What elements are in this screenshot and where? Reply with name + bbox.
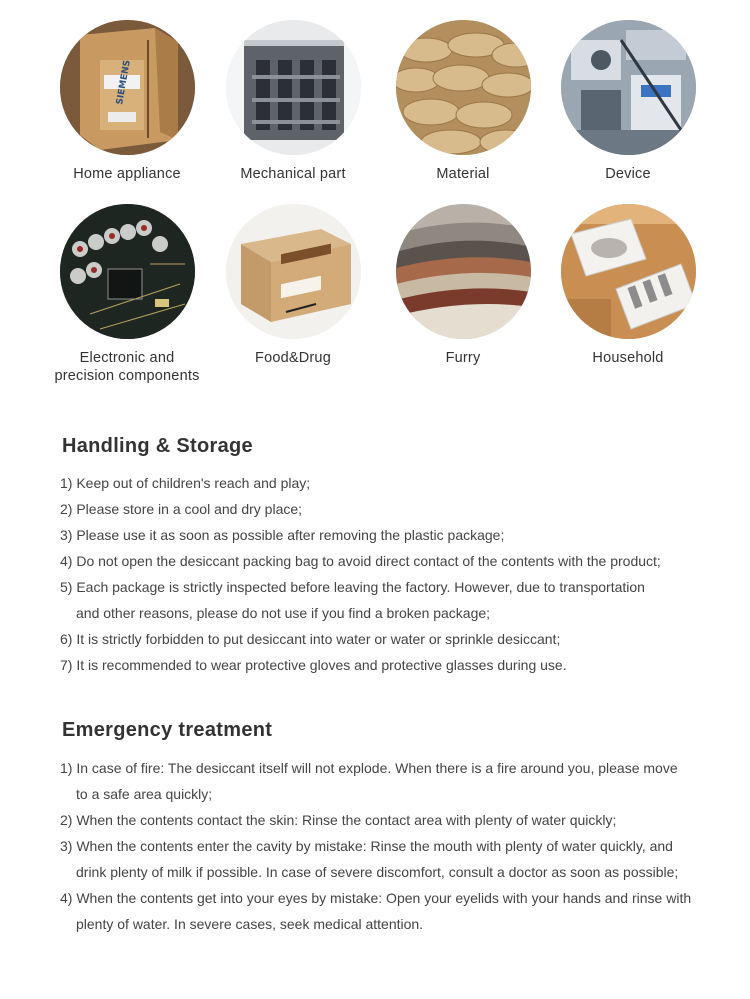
list-item-text: In case of fire: The desiccant itself will not explode. When there is a fire around you, please move bbox=[76, 760, 678, 776]
list-item-number: 5) bbox=[60, 579, 73, 595]
list-item-text: Keep out of children's reach and play; bbox=[76, 475, 311, 491]
list-item-text: Each package is strictly inspected before leaving the factory. However, due to transportation bbox=[76, 579, 645, 595]
app-mechanical-part bbox=[208, 20, 378, 183]
list-item-continuation: and other reasons, please do not use if you find a broken package; bbox=[76, 605, 491, 621]
list-item-text: Please use it as soon as possible after removing the plastic package; bbox=[76, 527, 505, 543]
list-item bbox=[60, 626, 720, 652]
emergency-list bbox=[60, 755, 720, 937]
list-item-continuation: to a safe area quickly; bbox=[76, 786, 213, 802]
list-item-text: When the contents contact the skin: Rinse the contact area with plenty of water quickly; bbox=[76, 812, 617, 828]
app-label: Device bbox=[605, 166, 651, 182]
app-label-line: precision components bbox=[54, 368, 200, 384]
app-electronic bbox=[42, 204, 212, 385]
list-item bbox=[60, 470, 720, 496]
list-item bbox=[60, 652, 720, 678]
leather-layers-image bbox=[396, 204, 531, 339]
list-item-number: 6) bbox=[60, 631, 73, 647]
list-item-text: When the contents get into your eyes by mistake: Open your eyelids with your hands and rinse with bbox=[76, 890, 692, 906]
list-item bbox=[60, 548, 720, 574]
list-item-text: It is strictly forbidden to put desiccant into water or water or sprinkle desiccant; bbox=[76, 631, 561, 647]
list-item-text: Do not open the desiccant packing bag to avoid direct contact of the contents with the product; bbox=[76, 553, 661, 569]
app-label: Material bbox=[436, 166, 490, 182]
app-household bbox=[543, 204, 713, 367]
list-item-number: 1) bbox=[60, 475, 73, 491]
list-item-number: 4) bbox=[60, 553, 73, 569]
list-item-number: 3) bbox=[60, 527, 73, 543]
list-item bbox=[60, 833, 720, 885]
list-item bbox=[60, 574, 720, 626]
list-item-continuation: plenty of water. In severe cases, seek medical attention. bbox=[76, 916, 424, 932]
app-label: Home appliance bbox=[73, 166, 181, 182]
circuit-board-image bbox=[60, 204, 195, 339]
handling-title: Handling & Storage bbox=[62, 435, 253, 457]
handling-list bbox=[60, 470, 720, 678]
list-item-text: Please store in a cool and dry place; bbox=[76, 501, 303, 517]
list-item bbox=[60, 755, 720, 807]
list-item bbox=[60, 885, 720, 937]
emergency-title: Emergency treatment bbox=[62, 719, 273, 741]
list-item-number: 2) bbox=[60, 812, 73, 828]
app-label: Mechanical part bbox=[240, 166, 346, 182]
list-item-text: It is recommended to wear protective gloves and protective glasses during use. bbox=[76, 657, 567, 673]
app-home-appliance bbox=[42, 20, 212, 183]
app-label: Household bbox=[592, 350, 664, 366]
app-label-line: Electronic and bbox=[79, 350, 175, 366]
app-furry bbox=[378, 204, 548, 367]
appliance-box-image bbox=[60, 20, 195, 155]
brand-text: SIEMENS bbox=[114, 59, 133, 106]
list-item bbox=[60, 522, 720, 548]
list-item-continuation: drink plenty of milk if possible. In case of severe discomfort, consult a doctor as soon as possible; bbox=[76, 864, 679, 880]
app-material bbox=[378, 20, 548, 183]
list-item-text: When the contents enter the cavity by mistake: Rinse the mouth with plenty of water quickly, and bbox=[76, 838, 673, 854]
drawer-organizer-image bbox=[561, 204, 696, 339]
list-item-number: 4) bbox=[60, 890, 73, 906]
app-label-electronic bbox=[42, 349, 212, 385]
container-parts-image bbox=[226, 20, 361, 155]
app-device bbox=[543, 20, 713, 183]
machine-device-image bbox=[561, 20, 696, 155]
app-food-drug bbox=[208, 204, 378, 367]
list-item-number: 7) bbox=[60, 657, 73, 673]
list-item-number: 1) bbox=[60, 760, 73, 776]
material-sacks-image bbox=[396, 20, 531, 155]
list-item-number: 2) bbox=[60, 501, 73, 517]
list-item bbox=[60, 807, 720, 833]
list-item bbox=[60, 496, 720, 522]
app-label: Food&Drug bbox=[255, 350, 331, 366]
app-label: Furry bbox=[445, 350, 481, 366]
carton-box-image bbox=[226, 204, 361, 339]
list-item-number: 3) bbox=[60, 838, 73, 854]
